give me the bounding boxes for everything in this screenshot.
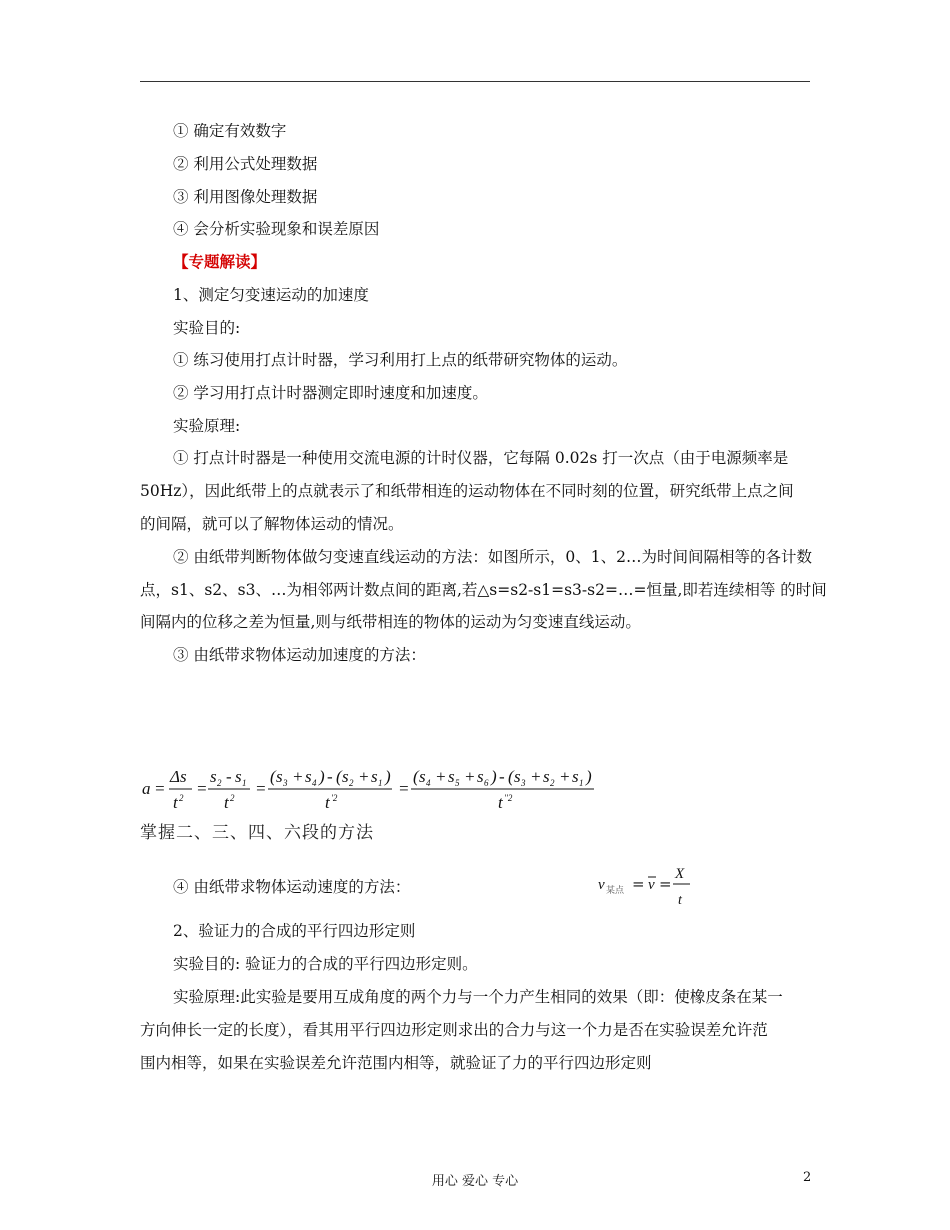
exp1-principle-4: ④ 由纸带求物体运动速度的方法： [173, 878, 411, 896]
svg-text:=: = [398, 779, 410, 798]
exp1-principle-2-line1: ② 由纸带判断物体做匀变速直线运动的方法：如图所示，0、1、2…为时间间隔相等的各计数 [173, 548, 813, 566]
svg-text:s: s [514, 767, 521, 786]
svg-text:-: - [499, 767, 505, 786]
svg-text:-: - [226, 767, 232, 786]
section-heading: 【专题解读】 [173, 252, 267, 271]
svg-text:a: a [142, 779, 151, 798]
svg-text:s: s [477, 767, 484, 786]
svg-text:1: 1 [378, 778, 383, 788]
svg-text:Δs: Δs [170, 767, 187, 786]
svg-text:t: t [173, 793, 178, 812]
svg-text:+: + [464, 767, 476, 786]
svg-text:1: 1 [579, 778, 584, 788]
exp1-principle-1-line1: ① 打点计时器是一种使用交流电源的计时仪器，它每隔 0.02s 打一次点（由于电源频率是 [173, 449, 789, 467]
svg-text:(: ( [336, 767, 342, 786]
svg-text:-: - [327, 767, 333, 786]
exp2-title: 2、验证力的合成的平行四边形定则 [173, 922, 416, 940]
svg-text:+: + [530, 767, 542, 786]
page-number: 2 [803, 1170, 812, 1185]
svg-text:s: s [572, 767, 579, 786]
svg-text:1: 1 [242, 778, 247, 788]
svg-text:=: = [632, 875, 645, 893]
svg-text:(: ( [270, 767, 276, 786]
svg-text:(: ( [413, 767, 419, 786]
velocity-formula [596, 862, 706, 914]
svg-text:X: X [675, 866, 685, 882]
svg-text:s: s [210, 767, 217, 786]
svg-text:=: = [255, 779, 267, 798]
svg-text:2: 2 [217, 778, 222, 788]
svg-text:2: 2 [230, 793, 235, 803]
svg-text:(: ( [508, 767, 514, 786]
svg-text:+: + [435, 767, 447, 786]
exp2-principle-line3: 围内相等，如果在实验误差允许范围内相等，就验证了力的平行四边形定则 [140, 1054, 652, 1072]
svg-text:s: s [371, 767, 378, 786]
svg-text:): ) [491, 767, 497, 786]
svg-text:4: 4 [312, 778, 317, 788]
exp1-purpose-label: 实验目的: [173, 319, 241, 337]
header-rule [140, 81, 810, 82]
svg-text:+: + [358, 767, 370, 786]
svg-text:+: + [292, 767, 304, 786]
svg-text:t: t [678, 893, 682, 908]
exp1-principle-label: 实验原理: [173, 417, 241, 435]
svg-text:3: 3 [283, 778, 288, 788]
objective-item-2: ② 利用公式处理数据 [173, 155, 318, 173]
svg-text:s: s [276, 767, 283, 786]
svg-text:=: = [659, 875, 672, 893]
svg-text:+: + [559, 767, 571, 786]
exp1-principle-1-line2: 50Hz），因此纸带上的点就表示了和纸带相连的运动物体在不同时刻的位置，研究纸带上点之间 [140, 482, 794, 500]
acceleration-formula [142, 764, 622, 819]
svg-text:5: 5 [455, 778, 460, 788]
exp2-principle-line1: 实验原理:此实验是要用互成角度的两个力与一个力产生相同的效果（即：使橡皮条在某一 [173, 988, 783, 1006]
svg-text:2: 2 [550, 778, 555, 788]
svg-text:2: 2 [349, 778, 354, 788]
footer-motto: 用心 爱心 专心 [431, 1174, 519, 1189]
svg-text:=: = [196, 779, 208, 798]
objective-item-4: ④ 会分析实验现象和误差原因 [173, 220, 380, 238]
svg-text:s: s [342, 767, 349, 786]
svg-text:t: t [224, 793, 229, 812]
exp1-principle-3: ③ 由纸带求物体运动加速度的方法： [173, 646, 426, 664]
objective-item-3: ③ 利用图像处理数据 [173, 188, 318, 206]
svg-text:s: s [235, 767, 242, 786]
exp1-principle-1-line3: 的间隔，就可以了解物体运动的情况。 [140, 515, 404, 533]
exp1-title: 1、测定匀变速运动的加速度 [173, 286, 369, 304]
svg-text:s: s [305, 767, 312, 786]
svg-text:=: = [154, 779, 166, 798]
svg-text:3: 3 [521, 778, 526, 788]
svg-text:'2: '2 [331, 793, 338, 803]
svg-text:): ) [385, 767, 391, 786]
svg-text:): ) [319, 767, 325, 786]
velocity-subscript: 某点 [606, 886, 625, 896]
svg-text:2: 2 [179, 793, 184, 803]
svg-text:s: s [419, 767, 426, 786]
svg-text:6: 6 [484, 778, 489, 788]
exp1-purpose-1: ① 练习使用打点计时器，学习利用打上点的纸带研究物体的运动。 [173, 351, 628, 369]
svg-text:s: s [448, 767, 455, 786]
svg-text:): ) [586, 767, 592, 786]
exp2-purpose: 实验目的: 验证力的合成的平行四边形定则。 [173, 955, 478, 973]
svg-text:t: t [498, 793, 503, 812]
objective-item-1: ① 确定有效数字 [173, 122, 287, 140]
svg-text:t: t [325, 793, 330, 812]
exp2-principle-line2: 方向伸长一定的长度），看其用平行四边形定则求出的合力与这一个力是否在实验误差允许范 [140, 1021, 768, 1039]
svg-text:v: v [648, 877, 655, 893]
svg-text:''2: ''2 [504, 793, 513, 803]
svg-text:4: 4 [426, 778, 431, 788]
exp1-principle-2-line2: 点，s1、s2、s3、…为相邻两计数点间的距离,若△s=s2-s1=s3-s2=…=恒量,即若连续相等 的时间 [140, 581, 827, 599]
svg-text:v: v [598, 877, 605, 893]
method-note: 掌握二、三、四、六段的方法 [140, 823, 374, 843]
exp1-principle-2-line3: 间隔内的位移之差为恒量,则与纸带相连的物体的运动为匀变速直线运动。 [140, 613, 641, 631]
exp1-purpose-2: ② 学习用打点计时器测定即时速度和加速度。 [173, 384, 488, 402]
svg-text:s: s [543, 767, 550, 786]
